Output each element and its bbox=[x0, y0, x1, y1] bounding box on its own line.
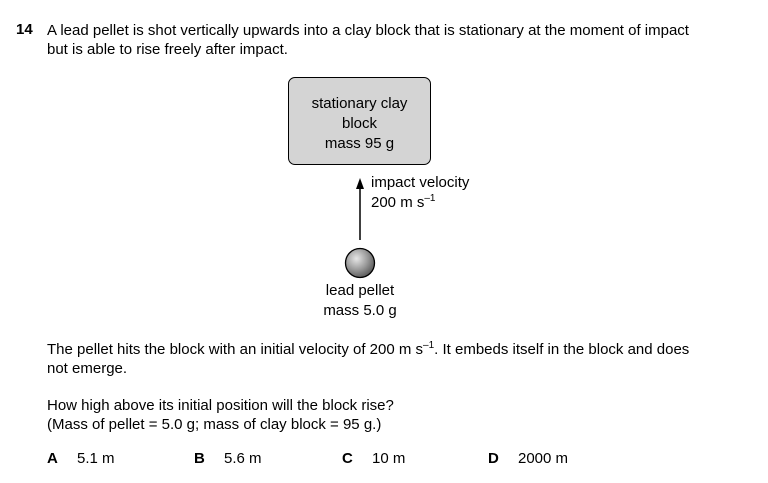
option-text: 10 m bbox=[372, 450, 406, 467]
question-stem bbox=[47, 21, 759, 59]
block-mass-label: mass 95 g bbox=[324, 135, 395, 152]
option-d[interactable] bbox=[488, 450, 568, 467]
question-masses: (Mass of pellet = 5.0 g; mass of clay block = 95 g.) bbox=[47, 416, 382, 433]
option-text: 5.1 m bbox=[77, 450, 115, 467]
arrow-head bbox=[356, 178, 364, 189]
stem-line-1: A lead pellet is shot vertically upwards into a clay block that is stationary at the moment of impact bbox=[47, 22, 689, 39]
clay-block bbox=[288, 77, 431, 165]
pellet-mass-label: mass 5.0 g bbox=[323, 302, 397, 319]
velocity-label-text: impact velocity bbox=[371, 174, 470, 191]
option-letter: B bbox=[194, 450, 205, 467]
velocity-exponent: –1 bbox=[424, 193, 436, 204]
pellet-label-line-1: lead pellet bbox=[325, 282, 395, 299]
block-label-line-1: stationary clay bbox=[311, 95, 408, 112]
stem-line-2: but is able to rise freely after impact. bbox=[47, 41, 288, 58]
velocity-value: 200 m $s^{-1}$ bbox=[371, 193, 436, 211]
option-b[interactable] bbox=[194, 450, 262, 467]
pellet-circle bbox=[346, 249, 375, 278]
velocity-label bbox=[371, 173, 469, 213]
question-prompt: How high above its initial position will the block rise? bbox=[47, 397, 394, 414]
option-text: 5.6 m bbox=[224, 450, 262, 467]
lead-pellet bbox=[343, 246, 377, 280]
paragraph-exponent: –1 bbox=[423, 340, 435, 351]
paragraph-impact bbox=[47, 340, 759, 378]
option-letter: A bbox=[47, 450, 58, 467]
paragraph-impact-line-2: not emerge. bbox=[47, 360, 128, 377]
pellet-label bbox=[290, 281, 430, 321]
paragraph-impact-line-1: The pellet hits the block with an initial velocity of 200 m $s^{-1}$. It embeds itself in the block and does bbox=[47, 340, 690, 358]
option-letter: D bbox=[488, 450, 499, 467]
option-c[interactable] bbox=[342, 450, 405, 467]
block-label-line-2: block bbox=[341, 115, 378, 132]
option-a[interactable] bbox=[47, 450, 115, 467]
option-text: 2000 m bbox=[518, 450, 569, 467]
answer-options bbox=[0, 450, 768, 472]
question-number: 14 bbox=[16, 21, 33, 38]
option-letter: C bbox=[342, 450, 353, 467]
paragraph-question bbox=[47, 396, 759, 434]
velocity-arrow bbox=[350, 178, 370, 242]
